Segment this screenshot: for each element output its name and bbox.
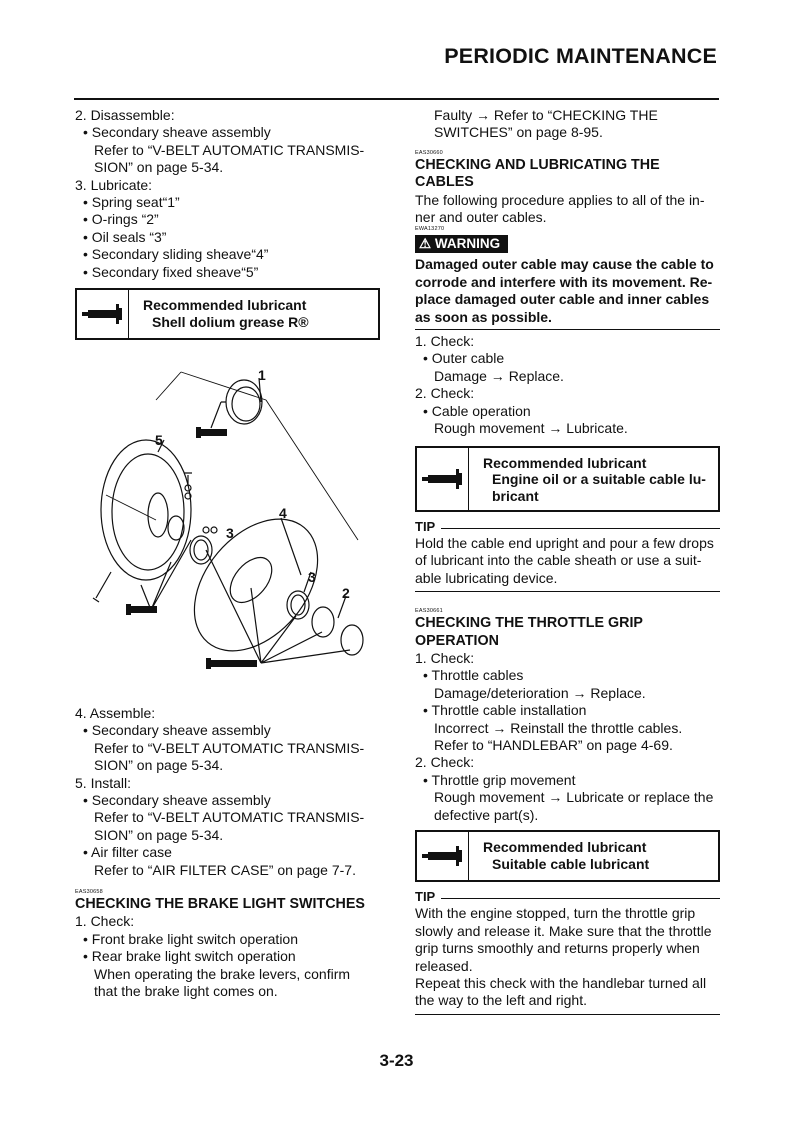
warning-label: WARNING: [434, 236, 501, 252]
recommended-lubricant-box: [75, 288, 380, 340]
warning-text: place damaged outer cable and inner cables: [415, 291, 710, 308]
tip-text: With the engine stopped, turn the throttle grip: [415, 905, 696, 922]
right-column: [415, 107, 720, 1015]
section-heading: OPERATION: [415, 632, 499, 649]
body-text: Faulty → Refer to “CHECKING THE: [434, 107, 658, 123]
list-item: • Secondary sheave assembly: [83, 792, 271, 809]
tip-text: able lubricating device.: [415, 569, 558, 586]
warning-text: Damaged outer cable may cause the cable to: [415, 256, 714, 273]
lubricant-title: Recommended lubricant: [143, 297, 307, 314]
step-assemble: 4. Assemble:: [75, 705, 156, 721]
grease-gun-icon: [80, 302, 124, 326]
list-item: • O-rings “2”: [83, 211, 159, 228]
warning-text: as soon as possible.: [415, 308, 552, 325]
tip-text: the way to the left and right.: [415, 992, 587, 1009]
body-text: When operating the brake levers, confirm: [94, 965, 351, 982]
list-item: • Oil seals “3”: [83, 228, 167, 245]
tip-text: grip turns smoothly and returns properly when: [415, 940, 700, 957]
lubricant-value: Shell dolium grease R®: [152, 313, 309, 330]
box-separator: [468, 832, 469, 880]
body-text: Incorrect → Reinstall the throttle cables.: [434, 719, 683, 736]
header-divider: [74, 98, 719, 100]
reference-text: SION” on page 5-34.: [94, 826, 224, 843]
tip-header: [415, 888, 720, 905]
diagram-label-3a: 3: [226, 525, 234, 541]
step-check: 2. Check:: [415, 754, 475, 771]
step-check: 2. Check:: [415, 385, 475, 402]
tip-label: TIP: [415, 518, 436, 534]
reference-text: Refer to “V-BELT AUTOMATIC TRANSMIS-: [94, 809, 365, 826]
reference-text: SION” on page 5-34.: [94, 159, 224, 176]
warning-text: corrode and interfere with its movement. Re-: [415, 273, 713, 290]
list-item: • Secondary sheave assembly: [83, 722, 271, 739]
body-text: SWITCHES” on page 8-95.: [434, 124, 603, 141]
step-disassemble: 2. Disassemble:: [75, 107, 175, 123]
tip-text: of lubricant into the cable sheath or use a suit-: [415, 552, 702, 569]
tip-rule: [441, 528, 720, 529]
grease-gun-icon: [420, 467, 464, 491]
step-check: 1. Check:: [415, 649, 475, 666]
body-text: that the brake light comes on.: [94, 983, 278, 1000]
tip-header: [415, 518, 720, 535]
warning-end-rule: [415, 329, 720, 330]
tip-label: TIP: [415, 889, 436, 904]
lubricant-value: bricant: [492, 487, 539, 504]
warning-code: EWA13270: [415, 226, 445, 233]
body-text: The following procedure applies to all of the in-: [415, 191, 705, 208]
step-check: 1. Check:: [75, 913, 135, 930]
warning-badge: [415, 235, 508, 253]
left-column: [75, 107, 380, 346]
body-text: Damage/deterioration → Replace.: [434, 684, 646, 701]
body-text: Refer to “HANDLEBAR” on page 4-69.: [434, 736, 673, 753]
lubricant-text: [143, 297, 309, 330]
diagram-label-5: 5: [155, 432, 163, 448]
reference-text: Refer to “AIR FILTER CASE” on page 7-7.: [94, 861, 356, 878]
recommended-lubricant-box: [415, 830, 720, 882]
reference-text: Refer to “V-BELT AUTOMATIC TRANSMIS-: [94, 739, 365, 756]
list-item: • Throttle cable installation: [423, 702, 587, 719]
lubricant-text: [483, 839, 649, 872]
lubricant-title: Recommended lubricant: [483, 454, 647, 471]
grease-gun-icon: [420, 844, 464, 868]
body-text: defective part(s).: [434, 806, 539, 823]
tip-text: Hold the cable end upright and pour a few drops: [415, 534, 714, 551]
section-heading: CHECKING AND LUBRICATING THE: [415, 156, 660, 173]
step-lubricate: 3. Lubricate:: [75, 176, 153, 193]
list-item: • Outer cable: [423, 350, 505, 367]
step-check: 1. Check:: [415, 333, 475, 350]
list-item: • Cable operation: [423, 402, 531, 419]
tip-end-rule: [415, 1014, 720, 1015]
tip-rule: [441, 898, 720, 899]
lubricant-title: Recommended lubricant: [483, 839, 647, 855]
list-item: • Secondary sliding sheave“4”: [83, 246, 269, 263]
reference-text: SION” on page 5-34.: [94, 757, 224, 774]
box-separator: [128, 290, 129, 338]
list-item: • Secondary sheave assembly: [83, 124, 271, 141]
section-code: EAS30660: [415, 149, 443, 156]
list-item: • Air filter case: [83, 844, 172, 861]
body-text: ner and outer cables.: [415, 209, 547, 226]
diagram-label-4: 4: [279, 505, 287, 521]
list-item: • Front brake light switch operation: [83, 930, 299, 947]
list-item: • Throttle grip movement: [423, 771, 576, 788]
step-install: 5. Install:: [75, 774, 132, 791]
box-separator: [468, 448, 469, 510]
warning-triangle-icon: ⚠: [419, 236, 432, 252]
left-column-lower: [75, 705, 380, 1001]
section-heading: CHECKING THE BRAKE LIGHT SWITCHES: [75, 896, 365, 913]
section-code: EAS30658: [75, 889, 103, 896]
list-item: • Spring seat“1”: [83, 194, 180, 211]
tip-text: slowly and release it. Make sure that the throttle: [415, 922, 712, 939]
body-text: Damage → Replace.: [434, 367, 564, 384]
section-heading: CHECKING THE THROTTLE GRIP: [415, 615, 643, 632]
page-header-title: PERIODIC MAINTENANCE: [444, 44, 717, 68]
tip-text: released.: [415, 957, 473, 974]
page-number: 3-23: [379, 1051, 414, 1070]
lubricant-value: Suitable cable lubricant: [492, 855, 650, 872]
list-item: • Rear brake light switch operation: [83, 948, 296, 965]
lubricant-value: Engine oil or a suitable cable lu-: [492, 471, 706, 487]
secondary-sheave-diagram: [76, 360, 376, 690]
diagram-label-1: 1: [258, 367, 266, 383]
recommended-lubricant-box: [415, 446, 720, 512]
reference-text: Refer to “V-BELT AUTOMATIC TRANSMIS-: [94, 141, 365, 158]
list-item: • Throttle cables: [423, 667, 524, 684]
section-code: EAS30661: [415, 608, 443, 615]
list-item: • Secondary fixed sheave“5”: [83, 263, 259, 280]
lubricant-text: [483, 455, 706, 505]
tip-text: Repeat this check with the handlebar turned all: [415, 975, 707, 992]
body-text: Rough movement → Lubricate or replace the: [434, 789, 714, 806]
diagram-label-2: 2: [342, 585, 350, 601]
body-text: Rough movement → Lubricate.: [434, 420, 628, 437]
section-heading: CABLES: [415, 174, 474, 191]
diagram-label-3b: 3: [308, 569, 316, 585]
